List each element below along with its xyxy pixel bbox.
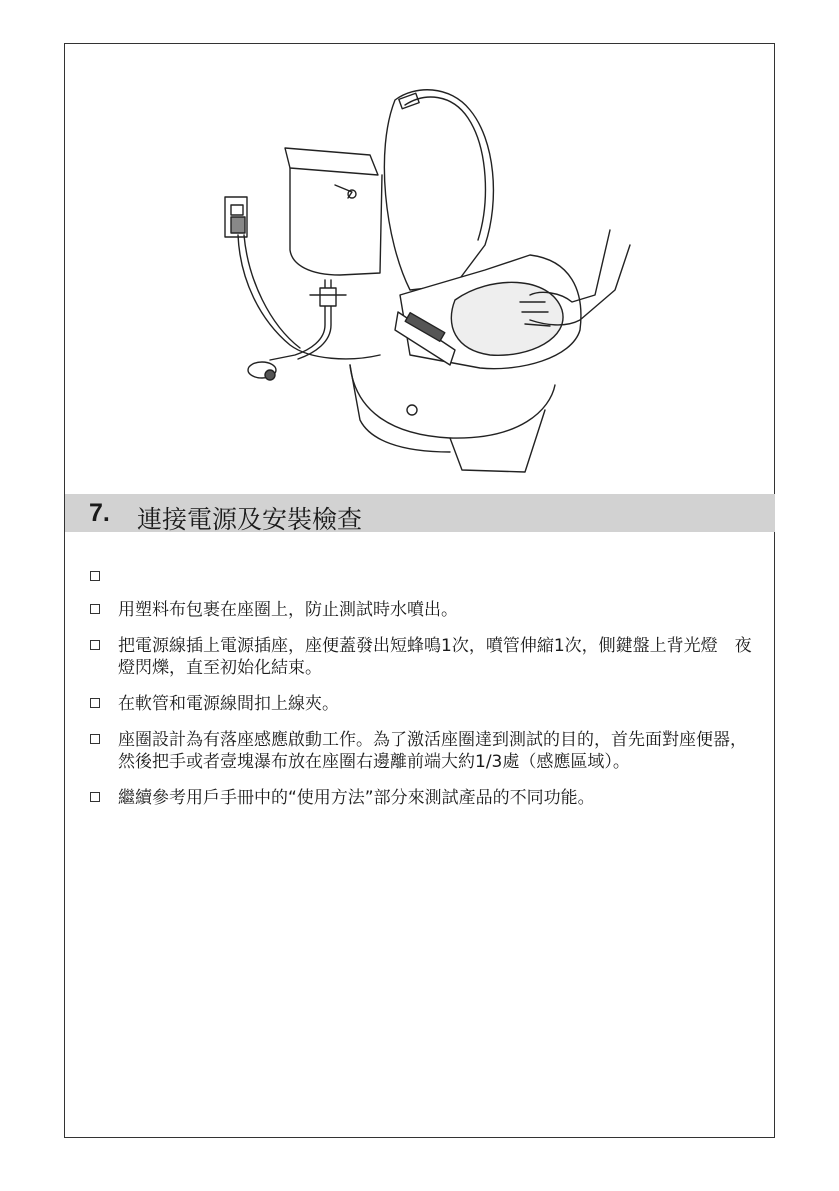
checkbox-icon [90,734,100,744]
checklist-item-text: 繼續參考用戶手冊中的“使用方法”部分來測試產品的不同功能。 [118,788,595,808]
checklist-item [90,566,760,588]
checklist-item-text: 在軟管和電源線間扣上線夾。 [118,694,339,714]
checkbox-icon [90,792,100,802]
checkbox-icon [90,640,100,650]
checklist-item-text: 座圈設計為有落座感應啟動工作。為了激活座圈達到測試的目的，首先面對座便器，然後把手或者壹塊瀑布放在座圈右邊離前端大約1/3處（感應區域）。 [118,730,747,772]
checklist-item [90,599,760,621]
section-title: 連接電源及安裝檢查 [137,505,363,534]
checklist-item [90,693,760,715]
checkbox-icon [90,571,100,581]
checklist-item-text: 把電源線插上電源插座，座便蓋發出短蜂鳴1次，噴管伸縮1次，側鍵盤上背光燈 夜燈閃爍，直至初始化結束。 [118,636,752,678]
checkbox-icon [90,698,100,708]
checklist-item [90,729,760,773]
section-number: 7. [89,499,110,527]
checkbox-icon [90,604,100,614]
checklist [90,566,760,823]
checklist-item [90,787,760,809]
section-header [65,494,775,532]
toilet-seat-installation-illustration [200,80,640,480]
checklist-item [90,635,760,679]
checklist-item-text: 用塑料布包裹在座圈上，防止測試時水噴出。 [118,600,458,620]
